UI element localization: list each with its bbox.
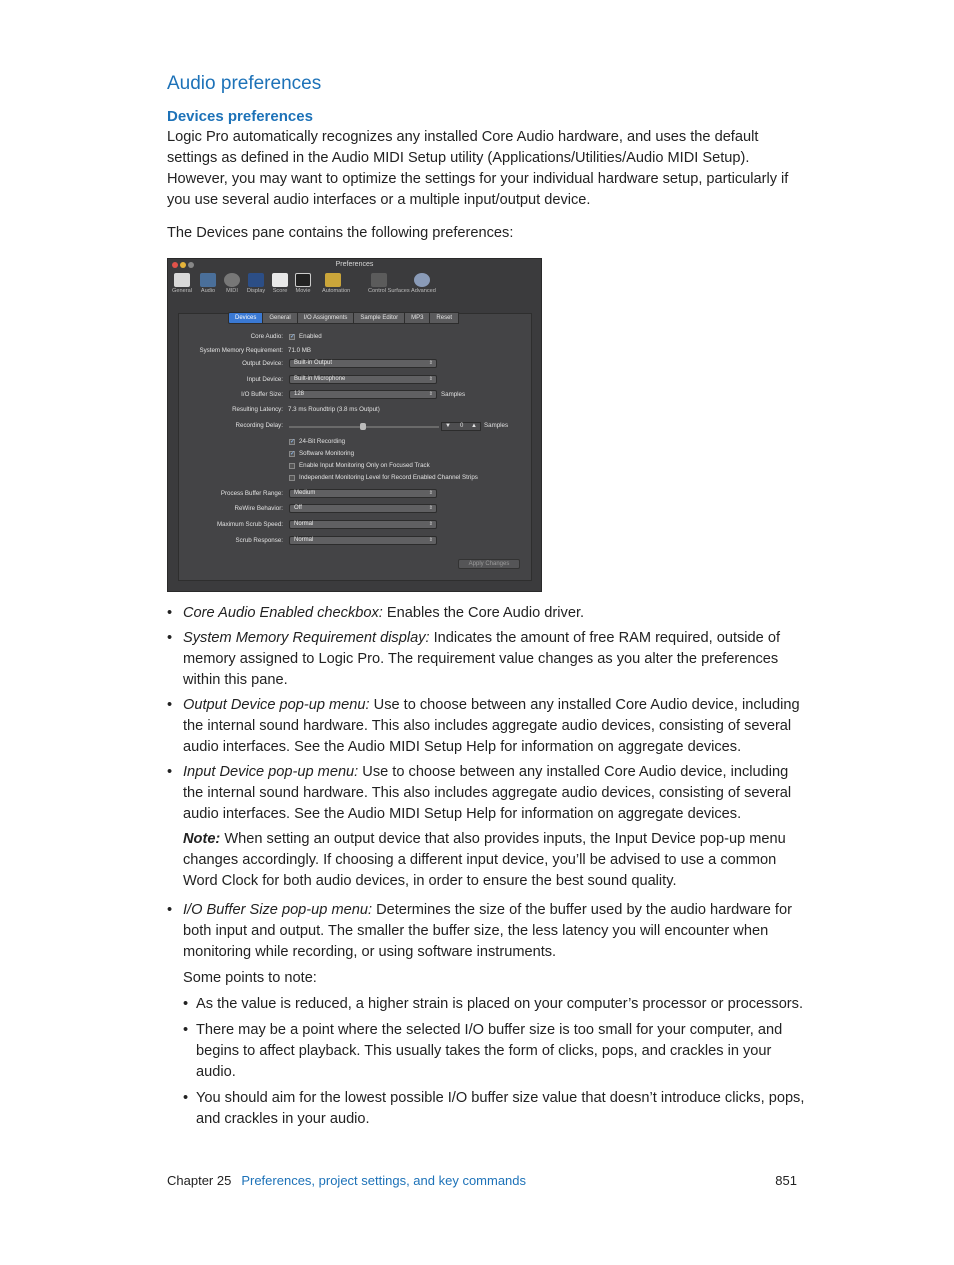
chevron-up-icon[interactable]: ▲ xyxy=(471,423,477,429)
pane-intro: The Devices pane contains the following preferences: xyxy=(167,225,514,241)
preferences-window xyxy=(167,258,542,592)
core-audio-label: Core Audio: xyxy=(250,333,283,340)
sys-mem-label: System Memory Requirement: xyxy=(199,347,283,354)
output-device-value: Built-in Output xyxy=(294,360,333,366)
independent-monitoring-label: Independent Monitoring Level for Record Enabled Channel Strips xyxy=(299,474,478,481)
input-device-label: Input Device: xyxy=(246,376,283,383)
item-term: Core Audio Enabled checkbox: xyxy=(183,605,383,621)
core-audio-value: Enabled xyxy=(299,333,322,340)
sub-list-item: • There may be a point where the selected I/O buffer size is too small for your computer, and begins to affect playback. This usually takes the form of clicks, pops, and crackles in your audio. xyxy=(183,1022,783,1080)
toolbar-automation[interactable] xyxy=(322,272,351,294)
updown-icon: ⇕ xyxy=(428,376,433,382)
sub-item-text: There may be a point where the selected I/O buffer size is too small for your computer, and begins to affect playback. This usually takes the form of clicks, pops, and crackles in your audio. xyxy=(196,1022,783,1080)
sub-item-text: As the value is reduced, a higher strain is placed on your computer’s processor or processors. xyxy=(196,996,804,1012)
section-heading: Devices preferences xyxy=(167,108,313,125)
updown-icon: ⇕ xyxy=(428,521,433,527)
toolbar-label: Advanced xyxy=(411,288,436,294)
toolbar-label: General xyxy=(172,288,192,294)
buffer-size-label: I/O Buffer Size: xyxy=(241,391,283,398)
toolbar-label: Display xyxy=(246,288,266,294)
item-term: Output Device pop-up menu: xyxy=(183,697,370,713)
tab-general[interactable]: General xyxy=(263,312,297,324)
item-term: System Memory Requirement display: xyxy=(183,630,430,646)
preferences-list xyxy=(167,603,807,1130)
gear-icon xyxy=(414,273,430,287)
list-item: • I/O Buffer Size pop-up menu: Determines the size of the buffer used by the audio hardware for both input and output. The smaller the buffer size, the less latency you will encounter when monitoring while recording, or using software instruments. xyxy=(167,902,792,960)
scrub-speed-value: Normal xyxy=(294,521,314,527)
page-heading: Audio preferences xyxy=(167,73,322,94)
buffer-size-popup[interactable] xyxy=(289,390,437,399)
item-term: Input Device pop-up menu: xyxy=(183,764,359,780)
rec-delay-stepper[interactable] xyxy=(441,422,481,431)
list-item: • Output Device pop-up menu: Use to choose between any installed Core Audio device, including the internal sound hardware. This also includes aggregate audio devices, consisting of several audio interfaces. See the Audio MIDI Setup Help for information on aggregate devices. xyxy=(167,697,800,755)
independent-monitoring-checkbox[interactable] xyxy=(289,475,295,481)
focused-track-label: Enable Input Monitoring Only on Focused Track xyxy=(299,462,430,469)
toolbar-display[interactable] xyxy=(245,272,267,294)
rewire-label: ReWire Behavior: xyxy=(234,505,283,512)
minimize-icon[interactable] xyxy=(180,262,186,268)
chapter-link[interactable]: Preferences, project settings, and key commands xyxy=(241,1173,527,1188)
audio-icon xyxy=(200,273,216,287)
toolbar-label: Audio xyxy=(200,288,216,294)
points-intro: Some points to note: xyxy=(183,970,317,986)
updown-icon: ⇕ xyxy=(428,360,433,366)
score-icon xyxy=(272,273,288,287)
note-text: When setting an output device that also provides inputs, the Input Device pop-up menu changes accordingly. If choosing a different input device, you’ll be advised to use a common Word Clock for both audio devices, in order to ensure the best sound quality. xyxy=(183,831,786,889)
note-label: Note: xyxy=(183,831,221,847)
chevron-down-icon[interactable]: ▼ xyxy=(445,423,451,429)
sub-item-text: You should aim for the lowest possible I/O buffer size value that doesn’t introduce clicks, pops, and crackles in your audio. xyxy=(196,1090,805,1127)
zoom-icon[interactable] xyxy=(188,262,194,268)
page-footer xyxy=(167,1173,797,1188)
scrub-speed-popup[interactable] xyxy=(289,520,437,529)
tab-io-assignments[interactable]: I/O Assignments xyxy=(298,312,355,324)
scrub-speed-label: Maximum Scrub Speed: xyxy=(216,521,283,528)
prefs-toolbar xyxy=(170,272,540,302)
toolbar-control-surfaces[interactable] xyxy=(368,272,410,294)
software-monitoring-checkbox[interactable]: ✓ xyxy=(290,451,296,457)
switch-icon xyxy=(174,273,190,287)
scrub-response-value: Normal xyxy=(294,537,314,543)
sys-mem-value: 71.0 MB xyxy=(288,347,312,354)
list-item: • Core Audio Enabled checkbox: Enables the Core Audio driver. xyxy=(167,605,585,621)
toolbar-label: MIDI xyxy=(226,288,238,294)
updown-icon: ⇕ xyxy=(428,505,433,511)
window-controls xyxy=(172,262,196,270)
sub-list-item: • You should aim for the lowest possible I/O buffer size value that doesn’t introduce clicks, pops, and crackles in your audio. xyxy=(183,1090,805,1127)
tab-reset[interactable]: Reset xyxy=(430,312,459,324)
toolbar-label: Score xyxy=(272,288,288,294)
list-item: • System Memory Requirement display: Indicates the amount of free RAM required, outside of memory assigned to Logic Pro. The requirement value changes as you alter the preferences within this pane. xyxy=(167,630,781,688)
rewire-popup[interactable] xyxy=(289,504,437,513)
clapper-icon xyxy=(295,273,311,287)
output-device-label: Output Device: xyxy=(242,360,283,367)
tab-sample-editor[interactable]: Sample Editor xyxy=(354,312,405,324)
list-item: • Input Device pop-up menu: Use to choose between any installed Core Audio device, including the internal sound hardware. This also includes aggregate audio devices, consisting of several audio interfaces. See the Audio MIDI Setup Help for information on aggregate devices. xyxy=(167,764,792,822)
intro-paragraph: Logic Pro automatically recognizes any installed Core Audio hardware, and uses the default settings as defined in the Audio MIDI Setup utility (Applications/Utilities/Audio MIDI Setup). However, you may want to optimize the settings for your individual hardware setup, particularly if you use several audio interfaces or a multiple input/output device. xyxy=(167,129,789,208)
pbr-label: Process Buffer Range: xyxy=(220,490,283,497)
item-text: Indicates the amount of free RAM required, outside of memory assigned to Logic Pro. The requirement value changes as you alter the preferences within this pane. xyxy=(183,630,781,688)
control-surface-icon xyxy=(371,273,387,287)
rec-delay-unit: Samples xyxy=(484,422,509,429)
core-audio-checkbox[interactable]: ✓ xyxy=(290,334,296,340)
toolbar-label: Automation xyxy=(322,288,351,294)
midi-icon xyxy=(224,273,240,287)
buffer-unit: Samples xyxy=(441,391,466,398)
pbr-popup[interactable] xyxy=(289,489,437,498)
rewire-value: Off xyxy=(294,505,302,511)
output-device-popup[interactable] xyxy=(289,359,437,368)
toolbar-movie[interactable] xyxy=(292,272,314,294)
tab-mp3[interactable]: MP3 xyxy=(405,312,430,324)
scrub-response-label: Scrub Response: xyxy=(235,537,283,544)
chapter-label: Chapter 25 xyxy=(167,1173,232,1188)
automation-icon xyxy=(325,273,341,287)
toolbar-advanced[interactable] xyxy=(411,272,436,294)
updown-icon: ⇕ xyxy=(428,490,433,496)
item-text: Use to choose between any installed Core Audio device, including the internal sound hardware. This also includes aggregate audio devices, consisting of several audio interfaces. See the Audio MIDI Setup Help for information on aggregate devices. xyxy=(183,764,792,822)
item-text: Determines the size of the buffer used by the audio hardware for both input and output. The smaller the buffer size, the less latency you will encounter when monitoring while recording, or using software instruments. xyxy=(183,902,792,960)
toolbar-label: Movie xyxy=(295,288,311,294)
toolbar-midi[interactable] xyxy=(221,272,243,294)
buffer-size-value: 128 xyxy=(294,391,305,397)
prefs-tabs xyxy=(228,312,459,322)
rec-delay-value: 0 xyxy=(460,423,464,429)
toolbar-audio[interactable] xyxy=(197,272,219,294)
page-number: 851 xyxy=(775,1173,797,1188)
latency-label: Resulting Latency: xyxy=(232,406,283,413)
toolbar-general[interactable] xyxy=(171,272,193,294)
item-text: Use to choose between any installed Core Audio device, including the internal sound hardware. This also includes aggregate audio devices, consisting of several audio interfaces. See the Audio MIDI Setup Help for information on aggregate devices. xyxy=(183,697,800,755)
toolbar-score[interactable] xyxy=(269,272,291,294)
bit24-checkbox[interactable]: ✓ xyxy=(290,439,296,445)
rec-delay-label: Recording Delay: xyxy=(235,422,283,429)
input-device-popup[interactable] xyxy=(289,375,437,384)
latency-value: 7.3 ms Roundtrip (3.8 ms Output) xyxy=(288,406,380,413)
updown-icon: ⇕ xyxy=(428,537,433,543)
rec-delay-slider[interactable] xyxy=(289,426,439,428)
sub-list-item: • As the value is reduced, a higher strain is placed on your computer’s processor or processors. xyxy=(183,996,804,1012)
pbr-value: Medium xyxy=(294,490,316,496)
input-device-value: Built-in Microphone xyxy=(294,376,346,382)
software-monitoring-label: Software Monitoring xyxy=(299,450,355,457)
toolbar-label: Control Surfaces xyxy=(368,288,410,294)
display-icon xyxy=(248,273,264,287)
bit24-label: 24-Bit Recording xyxy=(299,438,346,445)
item-text: Enables the Core Audio driver. xyxy=(382,605,585,621)
focused-track-checkbox[interactable] xyxy=(289,463,295,469)
scrub-response-popup[interactable] xyxy=(289,536,437,545)
tab-devices[interactable]: Devices xyxy=(228,312,263,324)
close-icon[interactable] xyxy=(172,262,178,268)
note xyxy=(167,829,807,892)
slider-knob[interactable] xyxy=(360,423,366,430)
updown-icon: ⇕ xyxy=(428,391,433,397)
apply-changes-button[interactable]: Apply Changes xyxy=(458,559,520,569)
item-term: I/O Buffer Size pop-up menu: xyxy=(183,902,373,918)
window-title: Preferences xyxy=(335,261,374,268)
